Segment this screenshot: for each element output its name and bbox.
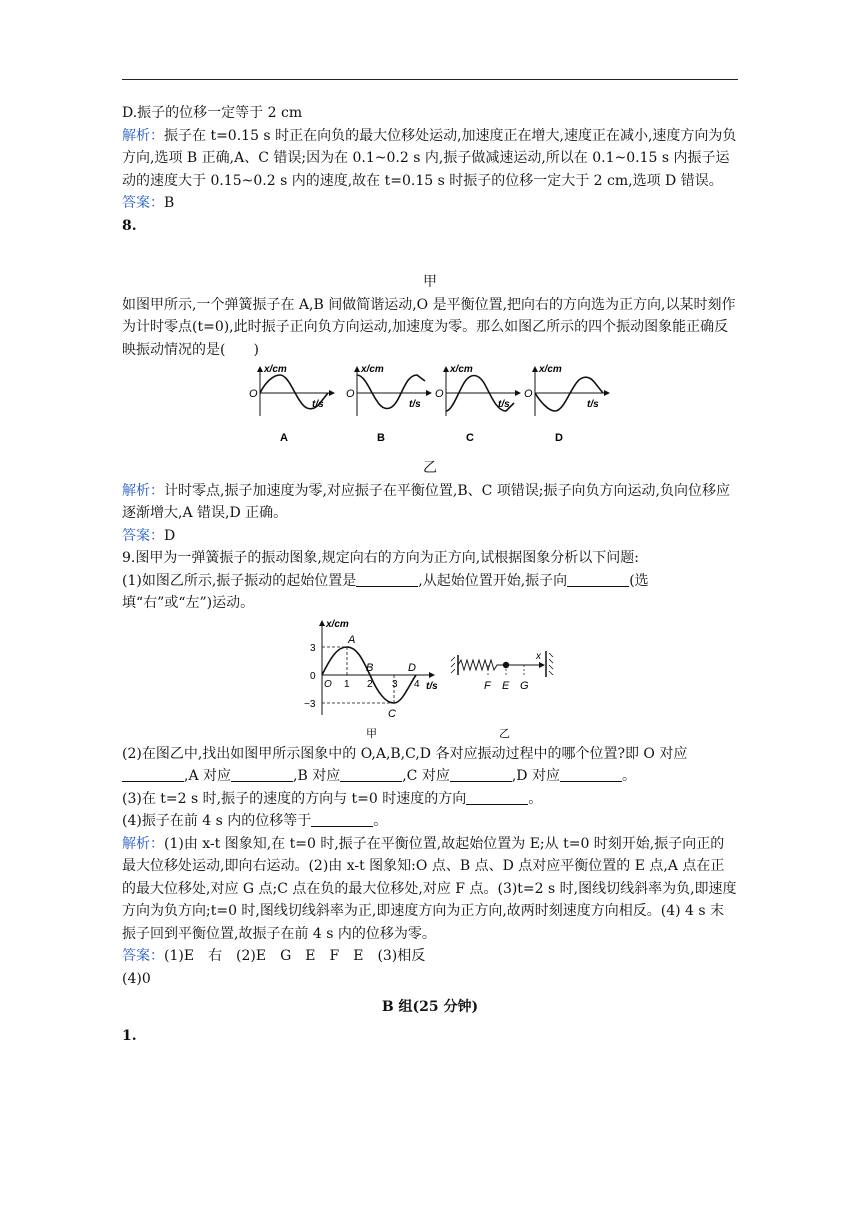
q8-answer xyxy=(122,525,738,548)
answer-label: 答案： xyxy=(122,527,164,544)
spring-icon xyxy=(458,660,504,670)
q9-part4-text-b: 。 xyxy=(373,813,388,829)
q9-blank-3 xyxy=(122,767,184,782)
graph-c xyxy=(435,364,520,444)
document-page xyxy=(122,102,738,1047)
q9-part1-text-b: ,从起始位置开始,振子向 xyxy=(418,572,568,589)
q9-point-g: G xyxy=(520,679,529,692)
q9-part4 xyxy=(122,810,738,833)
graph-a xyxy=(249,364,334,444)
q8-analysis xyxy=(122,480,738,525)
q9-part2-text-d: ,D 对应 xyxy=(511,768,560,784)
q9-blank-4 xyxy=(231,767,293,782)
q9-part2-text-c: ,C 对应 xyxy=(402,768,450,784)
q9-xtick-2: 2 xyxy=(367,678,373,690)
q9-part2-text-a2: ,A 对应 xyxy=(184,768,232,784)
graph-b-ylabel: x/cm xyxy=(361,364,384,375)
graph-a-label: A xyxy=(280,432,288,444)
q9-analysis-text: (1)由 x-t 图象知,在 t=0 时,振子在平衡位置,故起始位置为 E;从 t=0 时刻开始,振子向正的最大位移处运动,即向右运动。(2)由 x-t 图象知:O 点、B 点、D 点对应平衡位置的 E 点,A 点在正的最大位移处,对应 G 点;C 点在负的最大位移处,对应 F 点。(3)t=2 s 时,图线切线斜率为负,即速度方向为负方向;t=0 时,图线切线斜率为正,即速度方向为正方向,故两时刻速度方向相反。(4) 4 s 末振子回到平衡位置,故振子在前 4 s 内的位移为零。 xyxy=(122,835,737,942)
q9-xlabel: t/s xyxy=(426,680,438,692)
q9-point-b: B xyxy=(366,661,374,674)
q8-caption-yi: 乙 xyxy=(423,460,437,476)
analysis-label: 解析： xyxy=(122,835,164,852)
q9-part2 xyxy=(122,743,738,788)
q9-part3-text-b: 。 xyxy=(528,790,543,807)
q9-part3 xyxy=(122,788,738,811)
q7-analysis xyxy=(122,125,738,193)
q9-part2-text-b: ,B 对应 xyxy=(293,768,341,784)
answer-label: 答案： xyxy=(122,948,164,964)
q9-part1 xyxy=(122,570,738,615)
q9-part3-text-a: (3)在 t=2 s 时,振子的速度的方向与 t=0 时速度的方向 xyxy=(122,790,467,807)
q8-caption-jia: 甲 xyxy=(423,274,437,290)
graph-d-ylabel: x/cm xyxy=(539,364,562,375)
q9-point-f: F xyxy=(484,679,491,692)
q9-answer-text: (1)E 右 (2)E G E F E (3)相反 xyxy=(164,948,426,964)
analysis-label: 解析： xyxy=(122,482,164,499)
q8-stem: 如图甲所示,一个弹簧振子在 A,B 间做简谐运动,O 是平衡位置,把向右的方向选为正方向,以某时刻作为计时零点(t=0),此时振子正向负方向运动,加速度为零。那么如图乙所示的四个振动图象能正确反映振动情况的是( ) xyxy=(122,296,736,358)
analysis-label: 解析： xyxy=(122,127,164,144)
q9-figures-svg xyxy=(122,615,738,743)
q9-blank-7 xyxy=(560,767,622,782)
q9-blank-6 xyxy=(450,767,512,782)
q9-blank-2 xyxy=(567,572,629,587)
q9-part2-text-e: 。 xyxy=(621,768,636,784)
q7-option-d: D.振子的位移一定等于 2 cm xyxy=(122,105,303,121)
q9-point-e: E xyxy=(502,679,510,692)
graph-b-xlabel: t/s xyxy=(409,399,421,410)
graph-d-label: D xyxy=(555,432,563,444)
q9-analysis xyxy=(122,833,738,946)
q9-stem: 9.图甲为一弹簧振子的振动图象,规定向右的方向为正方向,试根据图象分析以下问题: xyxy=(122,550,639,566)
q9-caption-yi: 乙 xyxy=(499,727,510,740)
section-b-q1-number: 1. xyxy=(122,1027,137,1044)
q9-ytick-3: 3 xyxy=(310,642,316,654)
q7-answer-text: B xyxy=(164,195,175,211)
graph-b-label: B xyxy=(377,432,385,444)
q9-part1-text-a: (1)如图乙所示,振子振动的起始位置是 xyxy=(122,572,357,589)
q9-part4-text-a: (4)振子在前 4 s 内的位移等于 xyxy=(122,813,312,829)
q9-figure-row xyxy=(122,615,738,743)
q8-number: 8. xyxy=(122,217,137,234)
graph-c-label: C xyxy=(466,432,474,444)
graph-d-origin: O xyxy=(524,388,533,400)
q9-ytick-0: 0 xyxy=(310,670,316,682)
q9-blank-1 xyxy=(356,572,418,587)
graph-b-origin: O xyxy=(346,388,355,400)
graph-c-xlabel: t/s xyxy=(498,399,510,410)
graph-c-origin: O xyxy=(435,388,444,400)
q8-graphs-svg xyxy=(122,361,738,457)
q9-answer xyxy=(122,945,738,968)
q9-part2-text-a: (2)在图乙中,找出如图甲所示图象中的 O,A,B,C,D 各对应振动过程中的哪个位置?即 O 对应 xyxy=(122,745,688,762)
header-rule xyxy=(122,79,738,80)
q9-ylabel: x/cm xyxy=(326,618,349,630)
graph-d xyxy=(524,364,609,444)
q9-blank-9 xyxy=(311,812,373,827)
section-b-title: B 组(25 分钟) xyxy=(381,999,479,1015)
graph-d-xlabel: t/s xyxy=(587,399,599,410)
graph-b xyxy=(346,364,431,444)
q9-answer-line2: (4)0 xyxy=(122,970,151,987)
answer-label: 答案： xyxy=(122,195,164,211)
q9-point-o: O xyxy=(324,678,332,690)
q8-analysis-text: 计时零点,振子加速度为零,对应振子在平衡位置,B、C 项错误;振子向负方向运动,负向位移应逐渐增大,A 错误,D 正确。 xyxy=(122,482,730,521)
q7-answer xyxy=(122,192,738,215)
q9-caption-jia: 甲 xyxy=(366,727,377,740)
q9-xtick-1: 1 xyxy=(344,678,350,690)
q8-figure-jia-space xyxy=(122,237,738,271)
q9-yi-axis: x xyxy=(536,650,541,662)
graph-c-ylabel: x/cm xyxy=(450,364,473,375)
q9-ytick-neg3: −3 xyxy=(304,698,316,710)
graph-a-xlabel: t/s xyxy=(312,399,324,410)
q9-blank-5 xyxy=(340,767,402,782)
q9-graph-jia xyxy=(304,619,438,740)
q9-point-c: C xyxy=(388,707,396,720)
q7-analysis-text: 振子在 t=0.15 s 时正在向负的最大位移处运动,加速度正在增大,速度正在减小,速度方向为负方向,选项 B 正确,A、C 错误;因为在 0.1~0.2 s 内,振子做减速运动,所以在 0.1~0.15 s 内振子运动的速度大于 0.15~0.2 s 内的速度,故在 t=0.15 s 时振子的位移一定大于 2 cm,选项 D 错误。 xyxy=(122,127,737,189)
q9-figure-yi xyxy=(451,651,553,740)
q9-part1-text-c: (选填“右”或“左”)运动。 xyxy=(122,572,649,611)
q8-answer-text: D xyxy=(164,527,176,544)
q9-xtick-3: 3 xyxy=(392,678,398,690)
q9-point-a: A xyxy=(348,633,356,646)
q9-blank-8 xyxy=(466,790,528,805)
q8-graph-row xyxy=(122,361,738,457)
graph-a-origin: O xyxy=(249,388,258,400)
q9-xtick-4: 4 xyxy=(414,678,420,690)
graph-a-ylabel: x/cm xyxy=(264,364,287,375)
q9-point-d: D xyxy=(408,661,416,674)
